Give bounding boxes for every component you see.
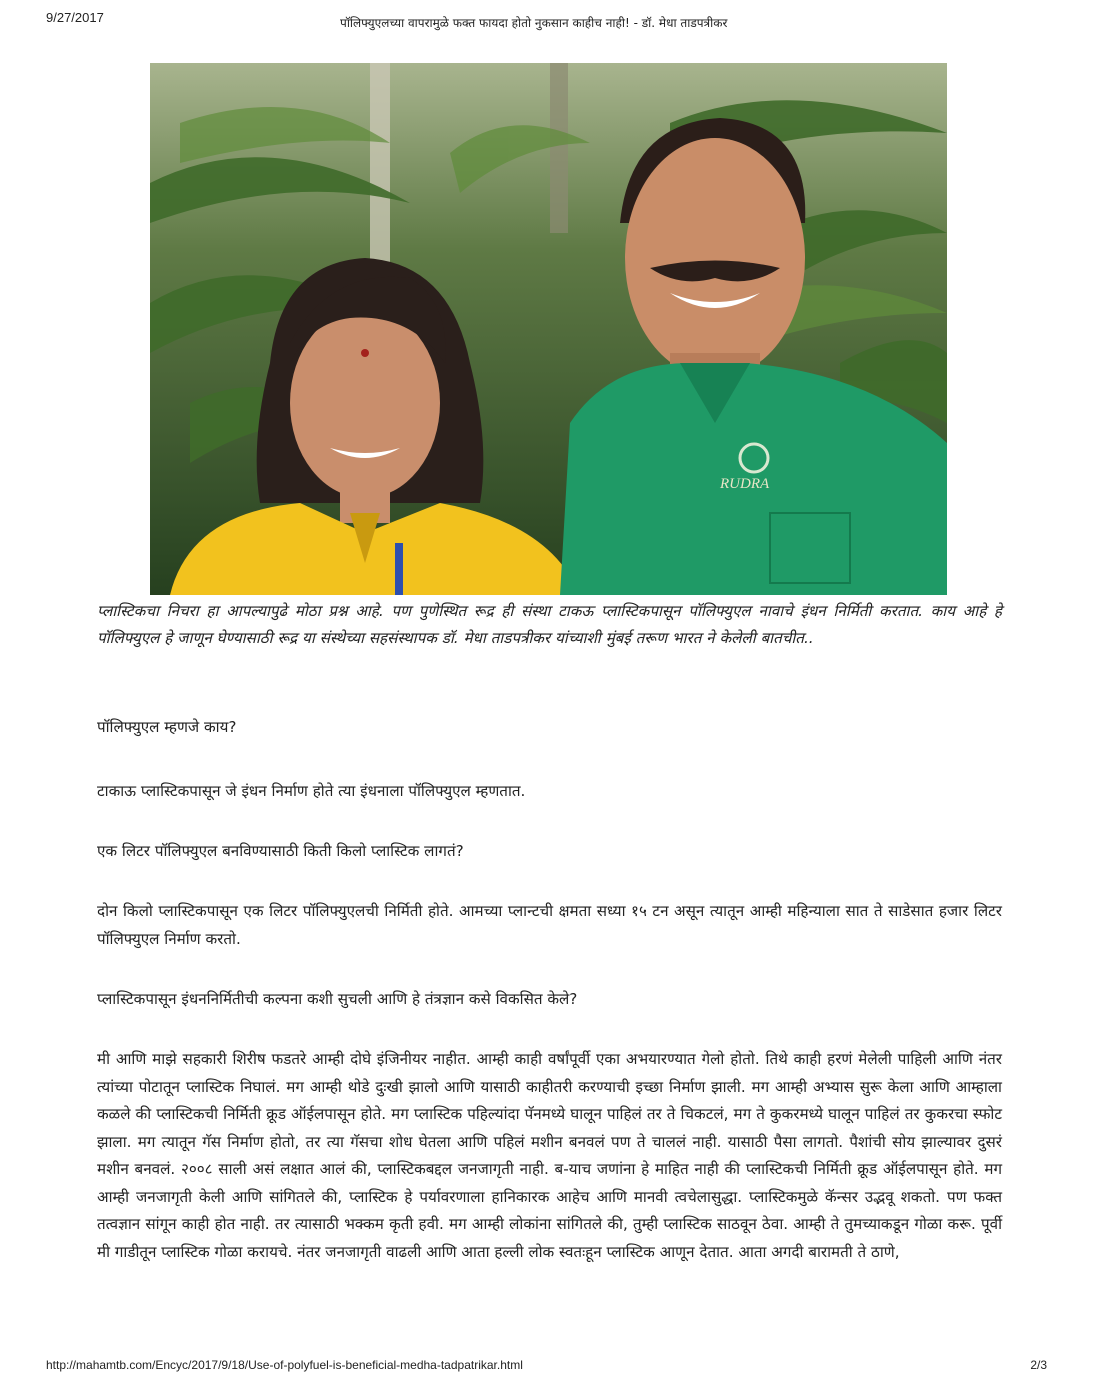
answer-1: टाकाऊ प्लास्टिकपासून जे इंधन निर्माण होते त्या इंधनाला पॉलिफ्युएल म्हणतात.	[97, 782, 526, 800]
question-3: प्लास्टिकपासून इंधननिर्मितीची कल्पना कशी सुचली आणि हे तंत्रज्ञान कसे विकसित केले?	[97, 990, 578, 1008]
article-photo	[150, 63, 947, 595]
print-page-title: पॉलिफ्युएलच्या वापरामुळे फक्त फायदा होतो नुकसान काहीच नाही! - डॉ. मेधा ताडपत्रीकर	[340, 16, 728, 30]
shirt-logo-text: RUDRA	[720, 476, 770, 492]
photo-caption: प्लास्टिकचा निचरा हा आपल्यापुढे मोठा प्रश्न आहे. पण पुणेस्थित रूद्र ही संस्था टाकऊ प्लास्टिकपासून पॉलिफ्युएल नावाचे इंधन निर्मिती करतात. काय आहे हे पॉलिफ्युएल हे जाणून घेण्यासाठी रूद्र या संस्थेच्या सहसंस्थापक डॉ. मेधा ताडपत्रीकर यांच्याशी मुंबई तरूण भारत ने केलेली बातचीत..	[97, 602, 1002, 647]
question-2: एक लिटर पॉलिफ्युएल बनविण्यासाठी किती किलो प्लास्टिक लागतं?	[97, 842, 464, 860]
source-url: http://mahamtb.com/Encyc/2017/9/18/Use-of-polyfuel-is-beneficial-medha-tadpatrikar.html	[46, 1358, 523, 1372]
page-number: 2/3	[1030, 1358, 1047, 1372]
question-1: पॉलिफ्युएल म्हणजे काय?	[97, 718, 237, 736]
print-date: 9/27/2017	[46, 10, 104, 25]
portrait-illustration	[150, 63, 947, 595]
answer-2: दोन किलो प्लास्टिकपासून एक लिटर पॉलिफ्युएलची निर्मिती होते. आमच्या प्लान्टची क्षमता सध्या १५ टन असून त्यातून आम्ही महिन्याला सात ते साडेसात हजार लिटर पॉलिफ्युएल निर्माण करतो.	[97, 902, 1002, 948]
answer-3: मी आणि माझे सहकारी शिरीष फडतरे आम्ही दोघे इंजिनीयर नाहीत. आम्ही काही वर्षांपूर्वी एका अभयारण्यात गेलो होतो. तिथे काही हरणं मेलेली पाहिली आणि नंतर त्यांच्या पोटातून प्लास्टिक निघालं. मग आम्ही थोडे दुःखी झालो आणि यासाठी काहीतरी करण्याची इच्छा निर्माण झाली. मग आम्ही अभ्यास सुरू केला आणि आम्हाला कळले की प्लास्टिकची निर्मिती क्रूड ऑईलपासून होते. मग प्लास्टिक पहिल्यांदा पॅनमध्ये घालून पाहिलं तर ते चिकटलं, मग ते कुकरमध्ये घालून पाहिलं तर कुकरचा स्फोट झाला. मग त्यातून गॅस निर्माण होतो, तर त्या गॅसचा शोध घेतला आणि पहिलं मशीन बनवलं पण ते चाललं नाही. यासाठी पैसा लागतो. पैशांची सोय झाल्यावर दुसरं मशीन बनवलं. २००८ साली असं लक्षात आलं की, प्लास्टिकबद्दल जनजागृती नाही. ब-याच जणांना हे माहित नाही की प्लास्टिकची निर्मिती क्रूड ऑईलपासून होते. मग आम्ही जनजागृती केली आणि सांगितले की, प्लास्टिक हे पर्यावरणाला हानिकारक आहेच आणि मानवी त्वचेलासुद्धा. प्लास्टिकमुळे कॅन्सर उद्भवू शकतो. पण फक्त तत्वज्ञान सांगून काही होत नाही. तर त्यासाठी भक्कम कृती हवी. मग आम्ही लोकांना सांगितले की, तुम्ही प्लास्टिक साठवून ठेवा. आम्ही ते तुमच्याकडून गोळा करू. पूर्वी मी गाडीतून प्लास्टिक गोळा करायचे. नंतर जनजागृती वाढली आणि आता हल्ली लोक स्वतःहून प्लास्टिक आणून देतात. आता अगदी बारामती ते ठाणे,	[97, 1050, 1002, 1261]
